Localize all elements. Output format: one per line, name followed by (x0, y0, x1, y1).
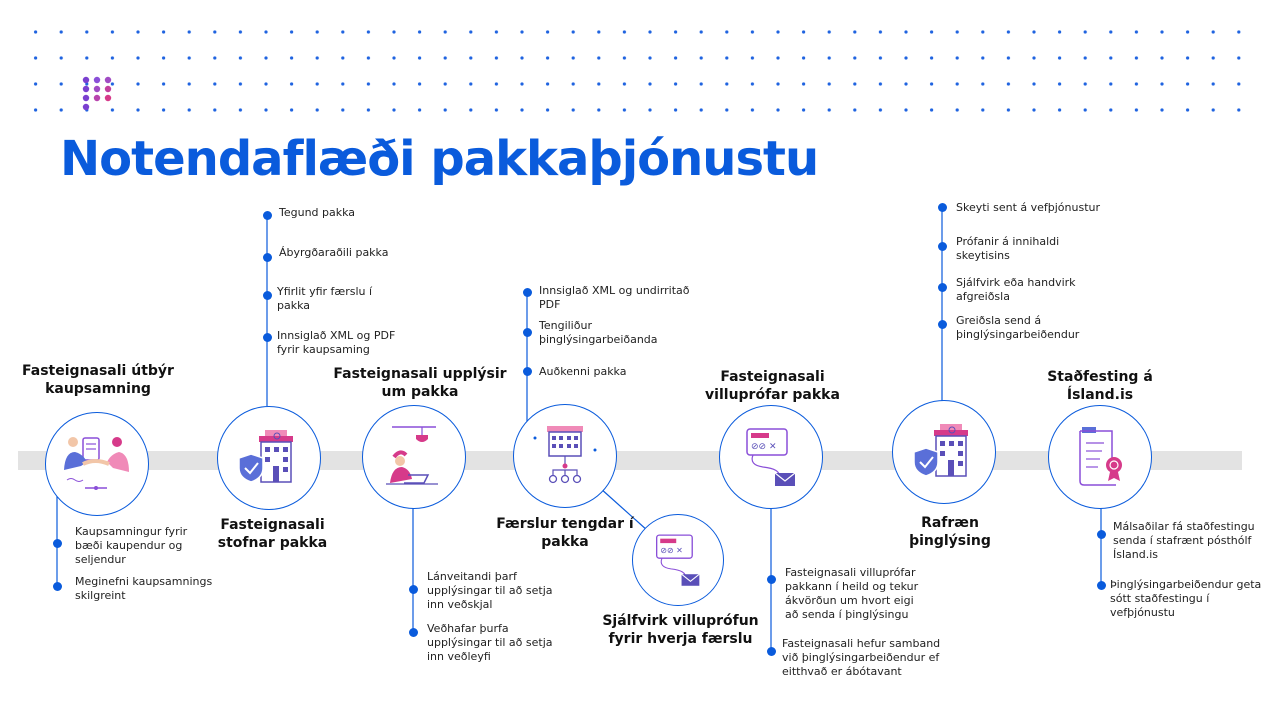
step-3-note-2: Veðhafar þurfa upplýsingar til að setja inn veðleyfi (427, 622, 553, 663)
step-5-note-dot (767, 575, 776, 584)
step-1-note-2: Meginefni kaupsamnings skilgreint (75, 575, 213, 602)
page-title: Notendaflæði pakkaþjónustu (60, 131, 819, 187)
step-1-label: Fasteignasali útbýr kaupsamning (22, 363, 174, 397)
step-2-note-3: Yfirlit yfir færslu í pakka (277, 285, 373, 312)
step-1-circle (45, 412, 149, 516)
step-3-label: Fasteignasali upplýsir um pakka (333, 366, 507, 400)
step-3-note-1: Lánveitandi þarf upplýsingar til að setja inn veðskjal (427, 570, 553, 611)
step-4-circle (513, 404, 617, 508)
step-4-note-dot (523, 328, 532, 337)
step-2-circle (217, 406, 321, 510)
step-6-note-2: Prófanir á innihaldi skeytisins (956, 235, 1060, 262)
step-5-note-1: Fasteignasali villuprófar pakkann í heild og tekur ákvörðun um hvort eigi að senda í þinglýsingu (785, 566, 919, 621)
step-4-note-dot (523, 288, 532, 297)
step-2-note-dot (263, 291, 272, 300)
building-network-icon (529, 420, 601, 492)
svg-text:⊘⊘ ✕: ⊘⊘ ✕ (751, 442, 777, 452)
step-7-circle (1048, 405, 1152, 509)
step-4-note-dot (523, 367, 532, 376)
step-6-note-4: Greiðsla send á þinglýsingarbeiðendur (956, 314, 1080, 341)
step-1-note-1: Kaupsamningur fyrir bæði kaupendur og seljendur (75, 525, 188, 566)
step-1-note-dot (53, 539, 62, 548)
step-3-circle (362, 405, 466, 509)
step-7-note-1: Málsaðilar fá staðfestingu senda í stafrænt pósthólf Ísland.is (1113, 520, 1255, 561)
step-7-note-2: Þinglýsingarbeiðendur geta sótt staðfestingu í vefþjónustu (1110, 578, 1262, 619)
step-4-note-1: Innsiglað XML og undirritað PDF (539, 284, 690, 311)
step-2-note-dot (263, 253, 272, 262)
step-7-note-dot (1097, 530, 1106, 539)
step-2-note-2: Ábyrgðaraðili pakka (279, 246, 389, 259)
step-3-note-dot (409, 628, 418, 637)
step-5-note-2: Fasteignasali hefur samband við þinglýsingarbeiðendur ef eitthvað er ábótavant (782, 637, 941, 678)
step-6-note-dot (938, 320, 947, 329)
step-2-note-dot (263, 211, 272, 220)
step-1-note-dot (53, 582, 62, 591)
step-6-note-dot (938, 283, 947, 292)
step-6-note-dot (938, 203, 947, 212)
step-2-label: Fasteignasali stofnar pakka (217, 517, 328, 551)
step-5-circle (719, 405, 823, 509)
step-2-note-4: Innsiglað XML og PDF fyrir kaupsaming (277, 329, 396, 356)
step-2-note-1: Tegund pakka (279, 206, 356, 219)
building-shield-icon (233, 422, 305, 494)
step-6-note-dot (938, 242, 947, 251)
step-7-note-dot (1097, 581, 1106, 590)
step-4-note-3: Auðkenni pakka (539, 365, 627, 378)
step-3-note-dot (409, 585, 418, 594)
step-4-label: Færslur tengdar í pakka (496, 516, 634, 550)
step-6-note-1: Skeyti sent á vefþjónustur (956, 201, 1101, 214)
form-envelope-icon (646, 528, 710, 592)
step-6-circle (892, 400, 996, 504)
building-shield-icon (908, 416, 980, 488)
step-5-label: Fasteignasali villuprófar pakka (705, 369, 840, 403)
step-6-label: Rafræn þinglýsing (909, 515, 991, 549)
form-envelope-icon (735, 421, 807, 493)
step-4-note-2: Tengiliður þinglýsingarbeiðanda (539, 319, 658, 346)
handshake-icon (61, 428, 133, 500)
step-5-note-dot (767, 647, 776, 656)
step-4b-label: Sjálfvirk villuprófun fyrir hverja færslu (602, 613, 759, 647)
certificate-scroll-icon (1064, 421, 1136, 493)
person-laptop-icon (378, 421, 450, 493)
step-6-note-3: Sjálfvirk eða handvirk afgreiðsla (956, 276, 1076, 303)
step-7-label: Staðfesting á Ísland.is (1047, 369, 1153, 403)
step-4b-circle (632, 514, 724, 606)
svg-text:⊘⊘ ✕: ⊘⊘ ✕ (660, 545, 683, 555)
step-2-note-dot (263, 333, 272, 342)
